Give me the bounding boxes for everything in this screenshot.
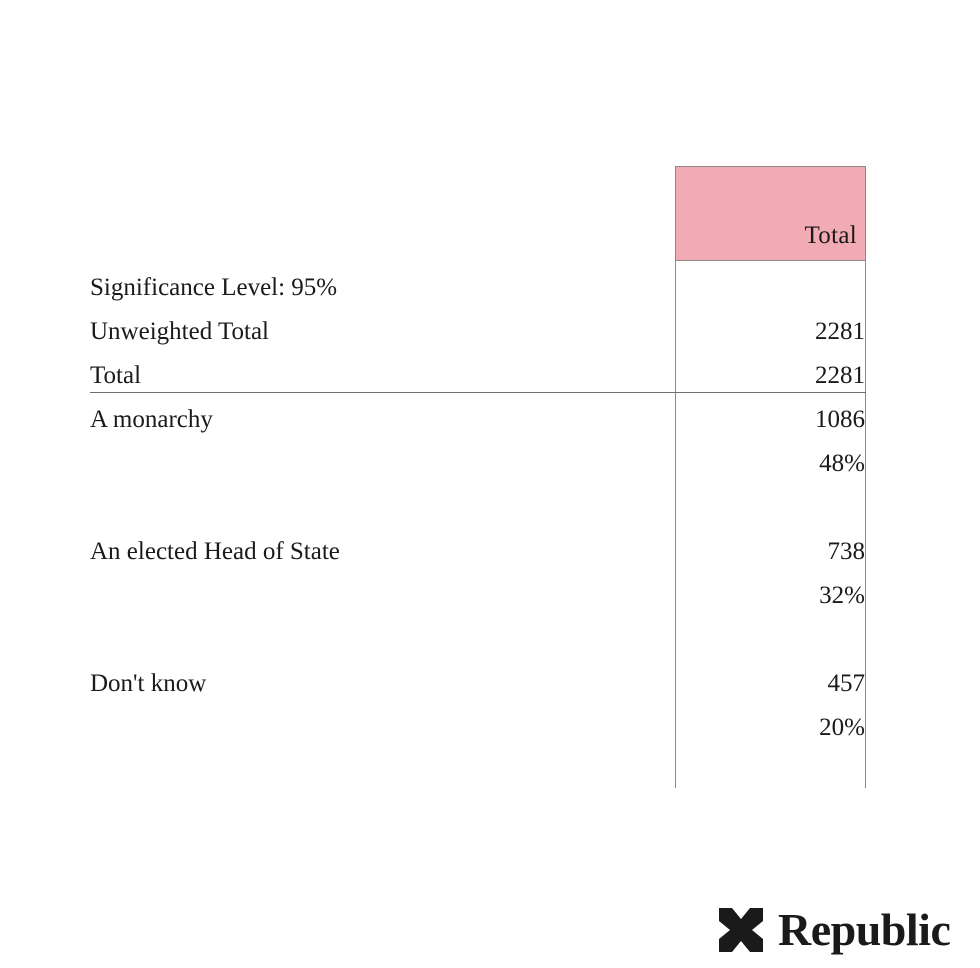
column-rule-left [675, 261, 676, 788]
row-label-an-elected-head-of-state: An elected Head of State [90, 538, 340, 565]
row-percent-an-elected-head-of-state: 32% [819, 582, 865, 609]
republic-x-logo-icon [716, 905, 766, 955]
row-label-dont-know: Don't know [90, 670, 207, 697]
row-count-dont-know: 457 [827, 670, 865, 697]
row-label-unweighted-total: Unweighted Total [90, 318, 270, 345]
republic-wordmark: Republic [778, 904, 951, 955]
row-label-a-monarchy: A monarchy [90, 406, 213, 433]
total-column-header-cell [675, 166, 866, 261]
row-percent-dont-know: 20% [819, 714, 865, 741]
column-rule-right [865, 261, 866, 788]
row-label-significance-level: Significance Level: 95% [90, 274, 338, 301]
row-count-a-monarchy: 1086 [815, 406, 865, 433]
row-value-total: 2281 [815, 362, 865, 389]
row-percent-a-monarchy: 48% [819, 450, 865, 477]
summary-divider [90, 392, 866, 393]
republic-logo [716, 905, 950, 955]
row-count-an-elected-head-of-state: 738 [827, 538, 865, 565]
total-column-header-label: Total [804, 222, 857, 249]
row-label-total: Total [90, 362, 142, 389]
row-value-unweighted-total: 2281 [815, 318, 865, 345]
